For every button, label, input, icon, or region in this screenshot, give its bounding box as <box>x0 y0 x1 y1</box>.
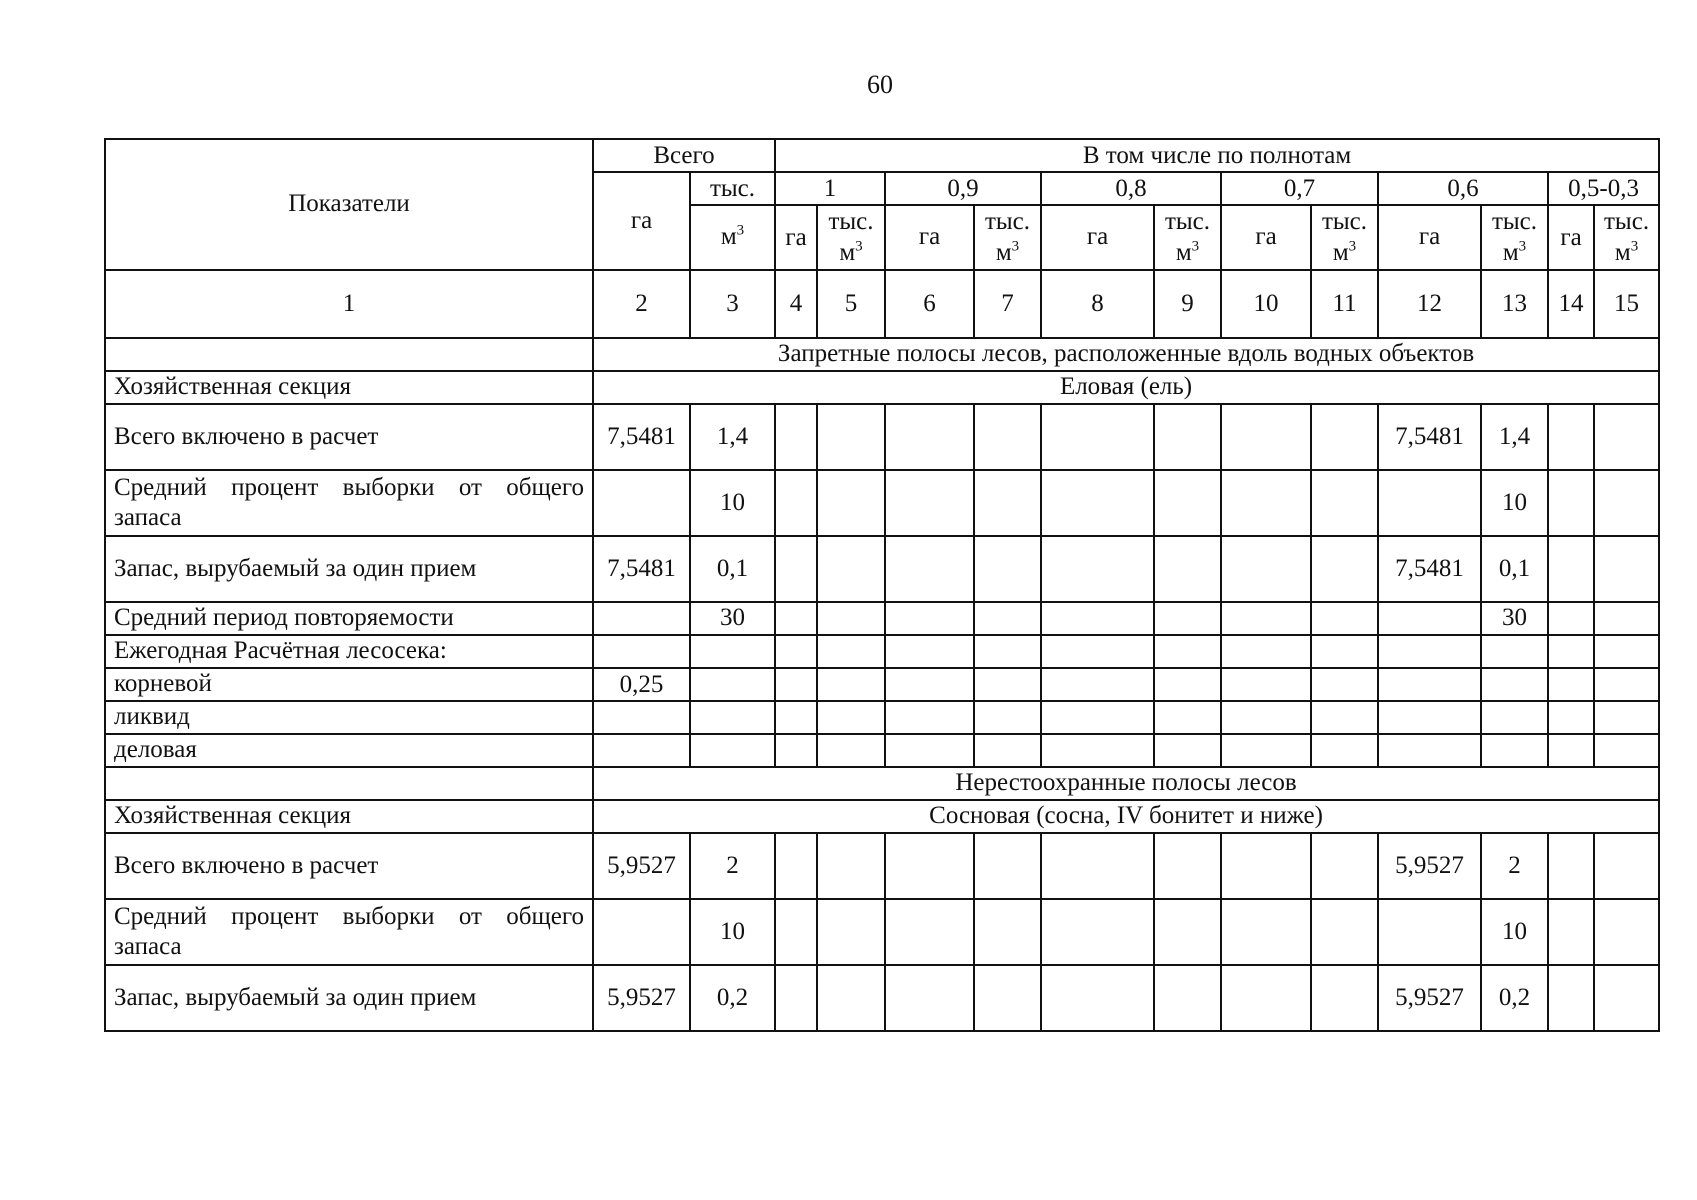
unit-exp: 3 <box>736 222 745 239</box>
total-m3-cell: 0,2 <box>690 965 775 1031</box>
empty-cell <box>1221 602 1311 635</box>
total-m3-cell: 10 <box>690 470 775 536</box>
total-ha-cell: 7,5481 <box>593 404 690 470</box>
empty-cell <box>974 404 1041 470</box>
empty-cell <box>1041 899 1154 965</box>
header-indicators: Показатели <box>105 139 593 270</box>
total-ha-cell <box>593 899 690 965</box>
empty-cell <box>1311 536 1378 602</box>
empty-cell <box>885 602 974 635</box>
row-label: корневой <box>105 668 593 701</box>
table-row <box>105 404 1659 470</box>
unit-ths-m3: тыс. м <box>1321 208 1368 267</box>
density-06-ha-cell: 5,9527 <box>1378 833 1481 899</box>
row-label: Средний период повторяемости <box>105 602 593 635</box>
empty-cell <box>1594 536 1659 602</box>
total-ha-cell <box>593 470 690 536</box>
empty-cell <box>1041 734 1154 767</box>
total-m3-cell <box>690 734 775 767</box>
total-ha-cell <box>593 701 690 734</box>
empty-cell <box>1041 701 1154 734</box>
total-ha-cell: 5,9527 <box>593 965 690 1031</box>
column-number: 6 <box>885 270 974 338</box>
unit-ths-m3: тыс. м <box>984 208 1031 267</box>
empty-cell <box>885 701 974 734</box>
empty-cell <box>885 404 974 470</box>
unit-exp: 3 <box>855 238 863 255</box>
table-row <box>105 602 1659 635</box>
total-ha-cell <box>593 635 690 668</box>
empty-cell <box>775 833 817 899</box>
total-m3-cell <box>690 635 775 668</box>
empty-cell <box>817 701 885 734</box>
total-m3-cell: 10 <box>690 899 775 965</box>
empty-cell <box>1548 404 1594 470</box>
empty-cell <box>1548 965 1594 1031</box>
density-06-m3-cell: 1,4 <box>1481 404 1548 470</box>
column-number: 2 <box>593 270 690 338</box>
empty-cell <box>1594 668 1659 701</box>
empty-cell <box>775 668 817 701</box>
section-row <box>105 800 1659 833</box>
column-number: 10 <box>1221 270 1311 338</box>
total-ha-cell <box>593 602 690 635</box>
empty-cell <box>1548 536 1594 602</box>
empty-cell <box>817 668 885 701</box>
empty-cell <box>1548 602 1594 635</box>
header-density-1: 1 <box>775 172 885 205</box>
empty-cell <box>885 965 974 1031</box>
empty-cell <box>974 635 1041 668</box>
empty-cell <box>775 734 817 767</box>
empty-cell <box>1041 470 1154 536</box>
density-06-ha-cell: 7,5481 <box>1378 536 1481 602</box>
category-title: Нерестоохранные полосы лесов <box>593 767 1659 800</box>
unit-ths-m3: тыс. м <box>1604 208 1650 267</box>
section-label: Хозяйственная секция <box>105 800 593 833</box>
row-label: Запас, вырубаемый за один прием <box>105 965 593 1031</box>
column-number: 5 <box>817 270 885 338</box>
column-number: 8 <box>1041 270 1154 338</box>
column-number: 12 <box>1378 270 1481 338</box>
empty-cell <box>1041 965 1154 1031</box>
section-label: Хозяйственная секция <box>105 371 593 404</box>
empty-cell <box>817 404 885 470</box>
empty-cell <box>1548 470 1594 536</box>
empty-cell <box>1154 635 1221 668</box>
empty-cell <box>1311 602 1378 635</box>
category-row <box>105 338 1659 371</box>
empty-cell <box>775 404 817 470</box>
empty-cell <box>1548 668 1594 701</box>
empty-cell <box>1221 833 1311 899</box>
column-number: 7 <box>974 270 1041 338</box>
empty-cell <box>1594 635 1659 668</box>
header-ths-m3-1 <box>817 205 885 270</box>
density-06-m3-cell <box>1481 734 1548 767</box>
table-row <box>105 470 1659 536</box>
empty-cell <box>775 602 817 635</box>
empty-cell <box>974 965 1041 1031</box>
header-ths-m3-5 <box>1481 205 1548 270</box>
empty-cell <box>1311 734 1378 767</box>
empty-cell <box>1041 635 1154 668</box>
empty-cell <box>1041 536 1154 602</box>
density-06-m3-cell: 30 <box>1481 602 1548 635</box>
empty-cell <box>817 899 885 965</box>
empty-cell <box>775 470 817 536</box>
unit-m3: м <box>720 223 737 251</box>
empty-cell <box>1311 899 1378 965</box>
empty-cell <box>1154 668 1221 701</box>
empty-cell <box>1311 833 1378 899</box>
empty-cell <box>1154 899 1221 965</box>
empty-cell <box>885 470 974 536</box>
unit-exp: 3 <box>1011 238 1020 255</box>
empty-cell <box>817 635 885 668</box>
empty-cell <box>1041 404 1154 470</box>
total-ha-cell <box>593 734 690 767</box>
total-m3-cell: 2 <box>690 833 775 899</box>
density-06-m3-cell <box>1481 635 1548 668</box>
empty-cell <box>1311 965 1378 1031</box>
header-density-09: 0,9 <box>885 172 1041 205</box>
empty-cell <box>817 470 885 536</box>
empty-cell <box>1594 470 1659 536</box>
total-m3-cell <box>690 701 775 734</box>
empty-cell <box>775 701 817 734</box>
category-empty-cell <box>105 338 593 371</box>
empty-cell <box>775 965 817 1031</box>
empty-cell <box>1221 470 1311 536</box>
row-label: ликвид <box>105 701 593 734</box>
density-06-m3-cell: 10 <box>1481 470 1548 536</box>
empty-cell <box>974 470 1041 536</box>
empty-cell <box>1154 536 1221 602</box>
density-06-ha-cell <box>1378 470 1481 536</box>
empty-cell <box>1221 734 1311 767</box>
header-ths-m3-4 <box>1311 205 1378 270</box>
category-empty-cell <box>105 767 593 800</box>
empty-cell <box>1221 404 1311 470</box>
section-name: Еловая (ель) <box>593 371 1659 404</box>
table-row <box>105 635 1659 668</box>
column-number: 11 <box>1311 270 1378 338</box>
column-number: 1 <box>105 270 593 338</box>
section-row <box>105 371 1659 404</box>
empty-cell <box>1548 899 1594 965</box>
empty-cell <box>1311 635 1378 668</box>
header-ths-m3-2 <box>974 205 1041 270</box>
empty-cell <box>1311 668 1378 701</box>
table-row <box>105 833 1659 899</box>
table-row <box>105 965 1659 1031</box>
allowable-cut-table <box>104 138 1660 1032</box>
empty-cell <box>974 899 1041 965</box>
empty-cell <box>1221 965 1311 1031</box>
empty-cell <box>974 668 1041 701</box>
header-d1-ha: га <box>775 205 817 270</box>
header-ha-2: га <box>885 205 974 270</box>
density-06-m3-cell <box>1481 668 1548 701</box>
empty-cell <box>1548 635 1594 668</box>
column-number: 14 <box>1548 270 1594 338</box>
empty-cell <box>974 833 1041 899</box>
header-density-08: 0,8 <box>1041 172 1221 205</box>
row-label: Средний процент выборки от общего запаса <box>105 470 593 536</box>
density-06-m3-cell: 0,2 <box>1481 965 1548 1031</box>
column-number: 15 <box>1594 270 1659 338</box>
header-ths-m3-3 <box>1154 205 1221 270</box>
density-06-m3-cell <box>1481 701 1548 734</box>
empty-cell <box>1154 602 1221 635</box>
empty-cell <box>1041 833 1154 899</box>
empty-cell <box>885 734 974 767</box>
empty-cell <box>817 602 885 635</box>
row-label: Всего включено в расчет <box>105 404 593 470</box>
empty-cell <box>1221 899 1311 965</box>
row-label: Запас, вырубаемый за один прием <box>105 536 593 602</box>
unit-exp: 3 <box>1630 238 1639 255</box>
empty-cell <box>885 536 974 602</box>
table-row <box>105 701 1659 734</box>
empty-cell <box>1548 701 1594 734</box>
header-density-05-03: 0,5-0,3 <box>1548 172 1659 205</box>
unit-ths-m3: тыс. м <box>828 208 874 267</box>
header-density-06: 0,6 <box>1378 172 1548 205</box>
empty-cell <box>974 602 1041 635</box>
row-label: Всего включено в расчет <box>105 833 593 899</box>
total-ha-cell: 0,25 <box>593 668 690 701</box>
empty-cell <box>1154 965 1221 1031</box>
density-06-m3-cell: 2 <box>1481 833 1548 899</box>
empty-cell <box>1221 635 1311 668</box>
density-06-m3-cell: 10 <box>1481 899 1548 965</box>
empty-cell <box>1594 965 1659 1031</box>
empty-cell <box>775 899 817 965</box>
header-total-ha: га <box>593 172 690 270</box>
header-total: Всего <box>593 139 775 172</box>
column-number: 13 <box>1481 270 1548 338</box>
column-number: 9 <box>1154 270 1221 338</box>
header-ha-4: га <box>1221 205 1311 270</box>
empty-cell <box>974 734 1041 767</box>
empty-cell <box>1548 734 1594 767</box>
empty-cell <box>1154 833 1221 899</box>
empty-cell <box>1041 602 1154 635</box>
header-density-07: 0,7 <box>1221 172 1378 205</box>
density-06-ha-cell <box>1378 701 1481 734</box>
empty-cell <box>1594 404 1659 470</box>
unit-exp: 3 <box>1191 238 1200 255</box>
empty-cell <box>1311 701 1378 734</box>
row-label: Ежегодная Расчётная лесосека: <box>105 635 593 668</box>
total-ha-cell: 7,5481 <box>593 536 690 602</box>
empty-cell <box>1221 536 1311 602</box>
header-ha-5: га <box>1378 205 1481 270</box>
empty-cell <box>817 833 885 899</box>
header-ths-m3-6 <box>1594 205 1659 270</box>
empty-cell <box>1311 404 1378 470</box>
header-ha-6: га <box>1548 205 1594 270</box>
total-ha-cell: 5,9527 <box>593 833 690 899</box>
empty-cell <box>1154 734 1221 767</box>
density-06-ha-cell <box>1378 668 1481 701</box>
empty-cell <box>775 536 817 602</box>
table-row <box>105 668 1659 701</box>
header-total-ths: тыс. <box>690 172 775 205</box>
empty-cell <box>1594 602 1659 635</box>
density-06-ha-cell: 7,5481 <box>1378 404 1481 470</box>
empty-cell <box>1154 404 1221 470</box>
unit-exp: 3 <box>1348 238 1357 255</box>
column-number: 4 <box>775 270 817 338</box>
unit-exp: 3 <box>1518 238 1527 255</box>
empty-cell <box>885 899 974 965</box>
empty-cell <box>1041 668 1154 701</box>
empty-cell <box>1594 734 1659 767</box>
total-m3-cell <box>690 668 775 701</box>
empty-cell <box>1311 470 1378 536</box>
density-06-ha-cell <box>1378 635 1481 668</box>
page-number: 60 <box>867 70 893 99</box>
empty-cell <box>817 536 885 602</box>
empty-cell <box>974 701 1041 734</box>
empty-cell <box>885 833 974 899</box>
unit-ths-m3: тыс. м <box>1164 208 1211 267</box>
empty-cell <box>1594 833 1659 899</box>
empty-cell <box>1154 701 1221 734</box>
category-title: Запретные полосы лесов, расположенные вдоль водных объектов <box>593 338 1659 371</box>
row-label: Средний процент выборки от общего запаса <box>105 899 593 965</box>
density-06-ha-cell: 5,9527 <box>1378 965 1481 1031</box>
empty-cell <box>974 536 1041 602</box>
header-total-m3 <box>690 205 775 270</box>
empty-cell <box>775 635 817 668</box>
density-06-ha-cell <box>1378 602 1481 635</box>
empty-cell <box>1594 899 1659 965</box>
density-06-m3-cell: 0,1 <box>1481 536 1548 602</box>
empty-cell <box>885 635 974 668</box>
total-m3-cell: 30 <box>690 602 775 635</box>
header-ha-3: га <box>1041 205 1154 270</box>
total-m3-cell: 0,1 <box>690 536 775 602</box>
empty-cell <box>1548 833 1594 899</box>
total-m3-cell: 1,4 <box>690 404 775 470</box>
empty-cell <box>1221 701 1311 734</box>
empty-cell <box>817 734 885 767</box>
header-by-density: В том числе по полнотам <box>775 139 1659 172</box>
empty-cell <box>1594 701 1659 734</box>
empty-cell <box>817 965 885 1031</box>
table-row <box>105 899 1659 965</box>
table-row <box>105 734 1659 767</box>
density-06-ha-cell <box>1378 899 1481 965</box>
empty-cell <box>1221 668 1311 701</box>
empty-cell <box>885 668 974 701</box>
unit-ths-m3: тыс. м <box>1491 208 1538 267</box>
table-row <box>105 536 1659 602</box>
section-name: Сосновая (сосна, IV бонитет и ниже) <box>593 800 1659 833</box>
empty-cell <box>1154 470 1221 536</box>
column-number: 3 <box>690 270 775 338</box>
density-06-ha-cell <box>1378 734 1481 767</box>
category-row <box>105 767 1659 800</box>
row-label: деловая <box>105 734 593 767</box>
